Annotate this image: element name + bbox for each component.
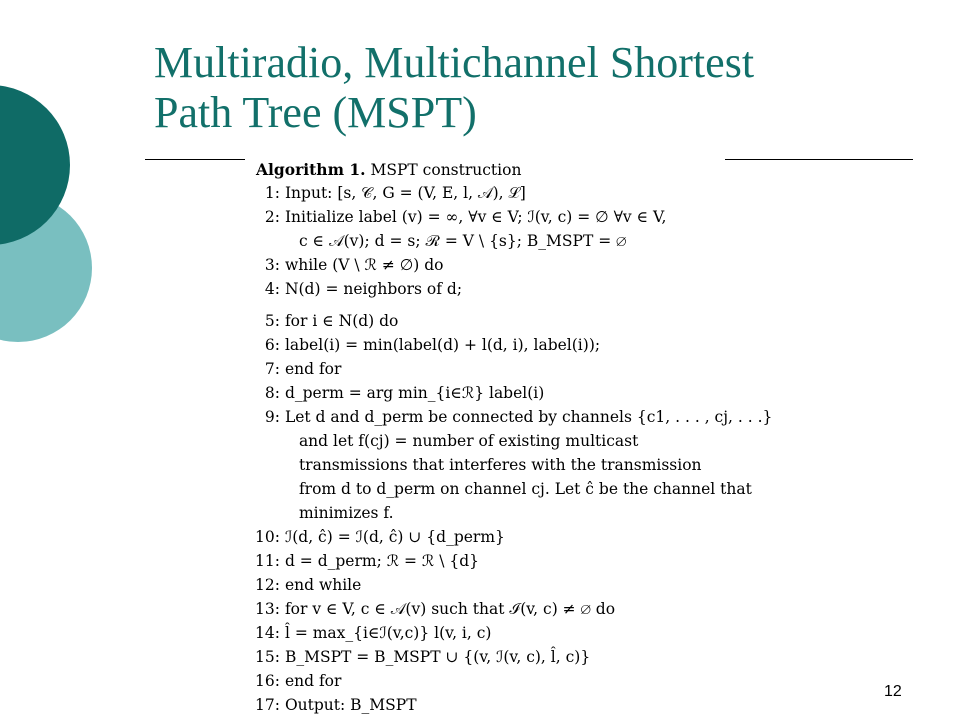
algo-line-9-cont3: from d to d_perm on channel cj. Let ĉ be the channel that [298, 480, 752, 498]
algorithm-header-label: Algorithm 1. [256, 160, 366, 179]
algo-line-13: 13: for v ∈ V, c ∈ 𝒜(v) such that ℐ(v, c) ≠ ∅ do [255, 600, 616, 618]
algo-line-3: 3: while (V \ ℛ ≠ ∅) do [264, 256, 444, 274]
decorative-circles [0, 0, 120, 400]
slide-title-line1: Multiradio, Multichannel Shortest [154, 38, 755, 87]
slide-title-line2: Path Tree (MSPT) [154, 88, 477, 137]
algo-line-2: 2: Initialize label (v) = ∞, ∀v ∈ V; ℐ(v, c) = ∅ ∀v ∈ V, [264, 208, 667, 226]
algo-line-9-cont1: and let f(cj) = number of existing multicast [298, 432, 639, 450]
algo-line-2-cont: c ∈ 𝒜(v); d = s; ℛ = V \ {s}; B_MSPT = ∅ [298, 232, 627, 250]
algo-line-8: 8: d_perm = arg min_{i∈ℛ} label(i) [264, 384, 545, 402]
left-rule [145, 159, 245, 160]
algo-line-14: 14: l̂ = max_{i∈ℐ(v,c)} l(v, i, c) [255, 624, 492, 642]
algo-line-4: 4: N(d) = neighbors of d; [264, 280, 463, 298]
algo-line-9: 9: Let d and d_perm be connected by channels {c1, . . . , cj, . . .} [264, 408, 773, 426]
algo-line-9-cont4: minimizes f. [298, 504, 394, 522]
algo-line-15: 15: B_MSPT = B_MSPT ∪ {(v, ℐ(v, c), l̂, c)} [255, 648, 591, 666]
algo-line-6: 6: label(i) = min(label(d) + l(d, i), label(i)); [264, 336, 601, 354]
algorithm-header-title: MSPT construction [370, 161, 522, 179]
algo-line-7: 7: end for [264, 360, 342, 378]
algo-line-10: 10: ℐ(d, ĉ) = ℐ(d, ĉ) ∪ {d_perm} [255, 528, 505, 546]
page-number: 12 [884, 683, 902, 700]
algo-line-17: 17: Output: B_MSPT [255, 696, 417, 714]
algo-line-12: 12: end while [255, 576, 362, 594]
algo-line-5: 5: for i ∈ N(d) do [264, 312, 399, 330]
algo-line-9-cont2: transmissions that interferes with the transmission [298, 456, 702, 474]
algo-line-16: 16: end for [255, 672, 342, 690]
algo-line-11: 11: d = d_perm; ℛ = ℛ \ {d} [255, 552, 480, 570]
algorithm-header [256, 160, 521, 179]
right-rule [725, 159, 913, 160]
slide-title [154, 38, 874, 138]
algo-line-1: 1: Input: [s, 𝒞, G = (V, E, l, 𝒜), ℒ] [264, 184, 526, 202]
